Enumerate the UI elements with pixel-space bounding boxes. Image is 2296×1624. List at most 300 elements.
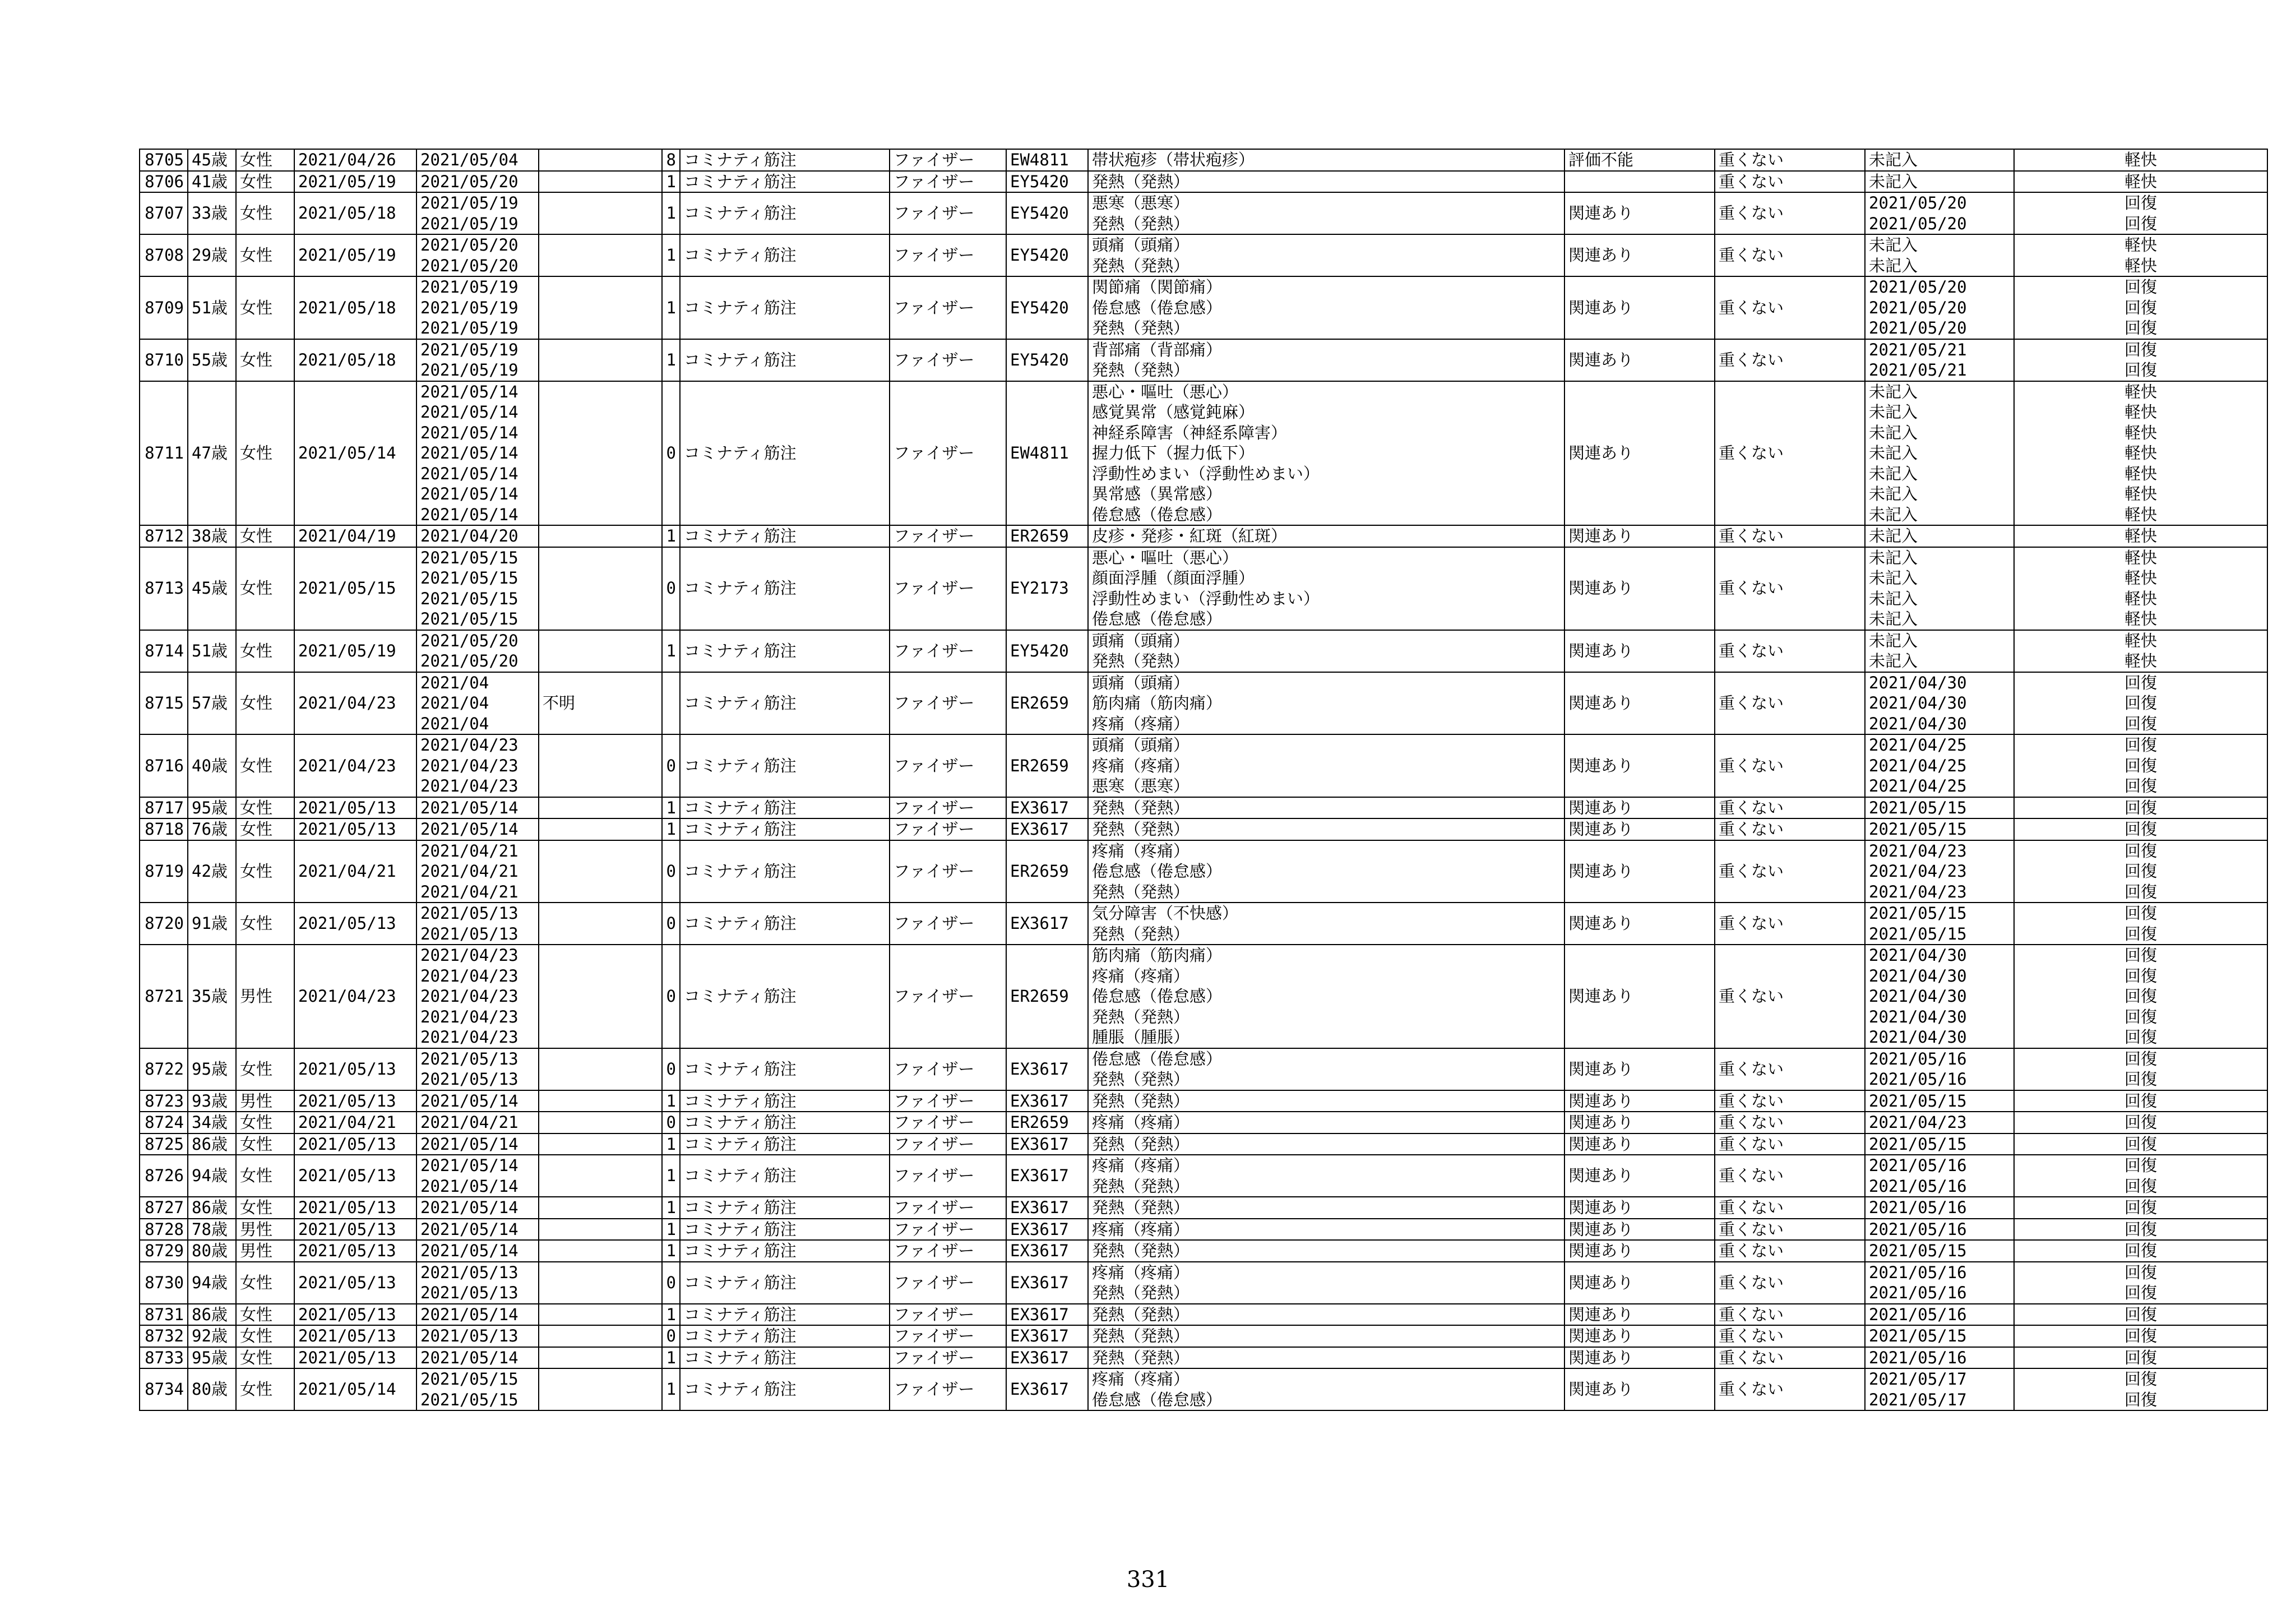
outcome-date-cell — [1865, 903, 2014, 945]
manufacturer-cell: ファイザー — [890, 797, 1006, 819]
vaccine-name-cell: コミナティ筋注 — [680, 1133, 890, 1155]
table-row — [140, 339, 2267, 381]
causality-cell: 関連あり — [1564, 797, 1715, 819]
symptom-line: 疼痛（疼痛） — [1092, 1369, 1190, 1389]
onset-date-line: 2021/05/14 — [420, 1156, 519, 1175]
dose-number-cell: 1 — [662, 630, 680, 672]
dose-number-cell: 1 — [662, 1219, 680, 1241]
vaccination-date-cell: 2021/05/13 — [294, 1197, 416, 1219]
table-row — [140, 1304, 2267, 1326]
outcome-date-line: 2021/05/16 — [1869, 1070, 1967, 1089]
sex-cell: 女性 — [236, 1325, 294, 1347]
outcome-cell — [2014, 525, 2267, 547]
manufacturer-cell: ファイザー — [890, 818, 1006, 840]
onset-date-cell — [416, 1240, 539, 1262]
age-cell: 33歳 — [188, 192, 236, 234]
outcome-line: 回復 — [2124, 798, 2157, 817]
table-row — [140, 1325, 2267, 1347]
vaccination-date-cell: 2021/05/13 — [294, 1240, 416, 1262]
outcome-line: 回復 — [2124, 298, 2157, 317]
symptom-line: 倦怠感（倦怠感） — [1092, 987, 1223, 1006]
onset-date-line: 2021/05/14 — [420, 484, 519, 503]
severity-cell: 重くない — [1715, 945, 1865, 1048]
symptom-line: 発熱（発熱） — [1092, 798, 1190, 817]
severity-cell: 重くない — [1715, 1262, 1865, 1304]
dose-number-cell: 0 — [662, 547, 680, 630]
manufacturer-cell: ファイザー — [890, 525, 1006, 547]
vaccination-date-cell: 2021/05/13 — [294, 1155, 416, 1197]
causality-cell: 関連あり — [1564, 1048, 1715, 1090]
onset-date-line: 2021/05/20 — [420, 256, 519, 275]
sex-cell: 女性 — [236, 525, 294, 547]
onset-date-line: 2021/05/19 — [420, 340, 519, 359]
symptom-cell — [1088, 1133, 1564, 1155]
symptom-line: 顔面浮腫（顔面浮腫） — [1092, 568, 1255, 587]
outcome-date-line: 2021/05/15 — [1869, 1326, 1967, 1345]
onset-date-cell — [416, 1368, 539, 1410]
symptom-line: 疼痛（疼痛） — [1092, 1156, 1190, 1175]
outcome-cell — [2014, 1240, 2267, 1262]
outcome-line: 軽快 — [2124, 150, 2157, 169]
vaccine-name-cell: コミナティ筋注 — [680, 1304, 890, 1326]
severity-cell: 重くない — [1715, 1240, 1865, 1262]
outcome-cell — [2014, 818, 2267, 840]
symptom-line: 発熱（発熱） — [1092, 256, 1190, 275]
symptom-cell — [1088, 234, 1564, 276]
sex-cell: 男性 — [236, 1090, 294, 1112]
adverse-event-table — [139, 149, 2268, 1411]
severity-cell: 重くない — [1715, 818, 1865, 840]
onset-date-line: 2021/05/20 — [420, 631, 519, 650]
onset-date-line: 2021/05/20 — [420, 172, 519, 191]
interval-cell — [539, 381, 662, 526]
onset-date-cell — [416, 1090, 539, 1112]
age-cell: 29歳 — [188, 234, 236, 276]
symptom-cell — [1088, 1219, 1564, 1241]
causality-cell: 関連あり — [1564, 525, 1715, 547]
outcome-date-line: 2021/05/21 — [1869, 340, 1967, 359]
lot-number-cell: ER2659 — [1006, 734, 1088, 797]
outcome-date-line: 未記入 — [1869, 443, 1918, 462]
outcome-date-line: 2021/05/16 — [1869, 1176, 1967, 1196]
lot-number-cell: EX3617 — [1006, 1219, 1088, 1241]
sex-cell: 男性 — [236, 1219, 294, 1241]
outcome-line: 回復 — [2124, 1262, 2157, 1282]
causality-cell: 関連あり — [1564, 1262, 1715, 1304]
onset-date-line: 2021/04/23 — [420, 1028, 519, 1047]
outcome-line: 回復 — [2124, 776, 2157, 795]
dose-number-cell: 0 — [662, 734, 680, 797]
age-cell: 57歳 — [188, 672, 236, 735]
report-number-cell: 8727 — [140, 1197, 188, 1219]
severity-cell: 重くない — [1715, 797, 1865, 819]
outcome-date-line: 2021/04/23 — [1869, 841, 1967, 860]
outcome-line: 軽快 — [2124, 484, 2157, 503]
vaccine-name-cell: コミナティ筋注 — [680, 1048, 890, 1090]
outcome-line: 回復 — [2124, 277, 2157, 297]
outcome-line: 回復 — [2124, 1348, 2157, 1367]
symptom-line: 悪寒（悪寒） — [1092, 776, 1190, 795]
lot-number-cell: EX3617 — [1006, 903, 1088, 945]
symptom-cell — [1088, 1197, 1564, 1219]
sex-cell: 女性 — [236, 630, 294, 672]
outcome-date-line: 2021/05/15 — [1869, 820, 1967, 839]
severity-cell: 重くない — [1715, 1219, 1865, 1241]
report-number-cell: 8711 — [140, 381, 188, 526]
report-number-cell: 8717 — [140, 797, 188, 819]
outcome-date-line: 2021/04/25 — [1869, 735, 1967, 755]
report-number-cell: 8709 — [140, 276, 188, 339]
outcome-cell — [2014, 1347, 2267, 1369]
onset-date-line: 2021/04/23 — [420, 946, 519, 965]
age-cell: 94歳 — [188, 1155, 236, 1197]
symptom-line: 発熱（発熱） — [1092, 1241, 1190, 1260]
onset-date-line: 2021/05/19 — [420, 214, 519, 233]
sex-cell: 女性 — [236, 903, 294, 945]
vaccine-name-cell: コミナティ筋注 — [680, 1368, 890, 1410]
severity-cell: 重くない — [1715, 547, 1865, 630]
causality-cell: 関連あり — [1564, 276, 1715, 339]
interval-cell — [539, 840, 662, 903]
outcome-date-line: 2021/05/20 — [1869, 277, 1967, 297]
outcome-date-line: 2021/04/30 — [1869, 987, 1967, 1006]
age-cell: 51歳 — [188, 276, 236, 339]
outcome-line: 回復 — [2124, 756, 2157, 775]
manufacturer-cell: ファイザー — [890, 734, 1006, 797]
manufacturer-cell: ファイザー — [890, 630, 1006, 672]
lot-number-cell: EY5420 — [1006, 192, 1088, 234]
symptom-cell — [1088, 547, 1564, 630]
onset-date-line: 2021/05/14 — [420, 423, 519, 442]
causality-cell: 関連あり — [1564, 818, 1715, 840]
sex-cell: 女性 — [236, 797, 294, 819]
outcome-cell — [2014, 339, 2267, 381]
outcome-date-line: 2021/04/30 — [1869, 946, 1967, 965]
symptom-cell — [1088, 1368, 1564, 1410]
outcome-cell — [2014, 1325, 2267, 1347]
symptom-cell — [1088, 797, 1564, 819]
interval-cell — [539, 1155, 662, 1197]
age-cell: 86歳 — [188, 1197, 236, 1219]
onset-date-line: 2021/05/15 — [420, 548, 519, 567]
causality-cell: 関連あり — [1564, 672, 1715, 735]
outcome-line: 軽快 — [2124, 651, 2157, 670]
onset-date-line: 2021/05/14 — [420, 1198, 519, 1217]
interval-cell — [539, 171, 662, 193]
dose-number-cell — [662, 672, 680, 735]
onset-date-line: 2021/04/21 — [420, 1113, 519, 1132]
table-row — [140, 945, 2267, 1048]
manufacturer-cell: ファイザー — [890, 1219, 1006, 1241]
severity-cell: 重くない — [1715, 903, 1865, 945]
report-number-cell: 8714 — [140, 630, 188, 672]
symptom-line: 発熱（発熱） — [1092, 1348, 1190, 1367]
outcome-date-cell — [1865, 630, 2014, 672]
dose-number-cell: 0 — [662, 381, 680, 526]
interval-cell — [539, 903, 662, 945]
outcome-line: 回復 — [2124, 1007, 2157, 1026]
outcome-line: 回復 — [2124, 1369, 2157, 1389]
lot-number-cell: EW4811 — [1006, 381, 1088, 526]
vaccine-name-cell: コミナティ筋注 — [680, 381, 890, 526]
onset-date-cell — [416, 1219, 539, 1241]
dose-number-cell: 0 — [662, 840, 680, 903]
severity-cell: 重くない — [1715, 1090, 1865, 1112]
outcome-date-line: 未記入 — [1869, 651, 1918, 670]
onset-date-cell — [416, 1304, 539, 1326]
symptom-line: 発熱（発熱） — [1092, 1326, 1190, 1345]
dose-number-cell: 1 — [662, 1090, 680, 1112]
outcome-line: 軽快 — [2124, 631, 2157, 650]
outcome-line: 回復 — [2124, 1390, 2157, 1409]
outcome-date-line: 未記入 — [1869, 150, 1918, 169]
lot-number-cell: EX3617 — [1006, 1347, 1088, 1369]
age-cell: 95歳 — [188, 1048, 236, 1090]
vaccine-name-cell: コミナティ筋注 — [680, 1219, 890, 1241]
vaccination-date-cell: 2021/05/15 — [294, 547, 416, 630]
interval-cell — [539, 1219, 662, 1241]
outcome-cell — [2014, 1090, 2267, 1112]
outcome-cell — [2014, 381, 2267, 526]
onset-date-cell — [416, 1048, 539, 1090]
dose-number-cell: 1 — [662, 1155, 680, 1197]
vaccination-date-cell: 2021/05/19 — [294, 630, 416, 672]
outcome-date-line: 2021/05/17 — [1869, 1390, 1967, 1409]
outcome-date-cell — [1865, 1048, 2014, 1090]
outcome-cell — [2014, 171, 2267, 193]
symptom-line: 倦怠感（倦怠感） — [1092, 862, 1223, 881]
onset-date-line: 2021/05/13 — [420, 1326, 519, 1345]
onset-date-line: 2021/05/15 — [420, 589, 519, 608]
age-cell: 42歳 — [188, 840, 236, 903]
manufacturer-cell: ファイザー — [890, 1133, 1006, 1155]
outcome-date-line: 2021/04/30 — [1869, 1007, 1967, 1026]
outcome-date-line: 未記入 — [1869, 235, 1918, 255]
vaccine-name-cell: コミナティ筋注 — [680, 1262, 890, 1304]
onset-date-line: 2021/05/13 — [420, 904, 519, 923]
interval-cell — [539, 192, 662, 234]
manufacturer-cell: ファイザー — [890, 171, 1006, 193]
onset-date-line: 2021/04/21 — [420, 862, 519, 881]
outcome-cell — [2014, 1262, 2267, 1304]
lot-number-cell: EX3617 — [1006, 1048, 1088, 1090]
vaccination-date-cell: 2021/04/26 — [294, 149, 416, 171]
table-row — [140, 1347, 2267, 1369]
vaccine-name-cell: コミナティ筋注 — [680, 1240, 890, 1262]
outcome-line: 回復 — [2124, 1028, 2157, 1047]
symptom-line: 発熱（発熱） — [1092, 1070, 1190, 1089]
symptom-line: 悪寒（悪寒） — [1092, 193, 1190, 212]
interval-cell — [539, 1325, 662, 1347]
vaccination-date-cell: 2021/05/13 — [294, 1262, 416, 1304]
vaccine-name-cell: コミナティ筋注 — [680, 149, 890, 171]
vaccine-name-cell: コミナティ筋注 — [680, 840, 890, 903]
report-number-cell: 8721 — [140, 945, 188, 1048]
onset-date-line: 2021/04/23 — [420, 776, 519, 795]
onset-date-cell — [416, 192, 539, 234]
causality-cell: 関連あり — [1564, 945, 1715, 1048]
onset-date-line: 2021/05/14 — [420, 402, 519, 422]
symptom-line: 握力低下（握力低下） — [1092, 443, 1255, 462]
vaccination-date-cell: 2021/05/13 — [294, 1325, 416, 1347]
severity-cell: 重くない — [1715, 192, 1865, 234]
outcome-date-cell — [1865, 1133, 2014, 1155]
severity-cell: 重くない — [1715, 1197, 1865, 1219]
sex-cell: 女性 — [236, 818, 294, 840]
age-cell: 86歳 — [188, 1304, 236, 1326]
outcome-date-cell — [1865, 840, 2014, 903]
outcome-line: 回復 — [2124, 1283, 2157, 1302]
symptom-line: 気分障害（不快感） — [1092, 904, 1239, 923]
outcome-cell — [2014, 276, 2267, 339]
onset-date-line: 2021/05/04 — [420, 150, 519, 169]
symptom-cell — [1088, 734, 1564, 797]
outcome-date-line: 2021/05/16 — [1869, 1198, 1967, 1217]
interval-cell — [539, 1112, 662, 1133]
table-row — [140, 1240, 2267, 1262]
report-number-cell: 8718 — [140, 818, 188, 840]
sex-cell: 男性 — [236, 1240, 294, 1262]
outcome-cell — [2014, 734, 2267, 797]
manufacturer-cell: ファイザー — [890, 1368, 1006, 1410]
table-row — [140, 547, 2267, 630]
vaccination-date-cell: 2021/05/19 — [294, 171, 416, 193]
outcome-date-cell — [1865, 797, 2014, 819]
outcome-line: 軽快 — [2124, 443, 2157, 462]
manufacturer-cell: ファイザー — [890, 192, 1006, 234]
outcome-date-line: 未記入 — [1869, 589, 1918, 608]
symptom-cell — [1088, 1347, 1564, 1369]
symptom-line: 倦怠感（倦怠感） — [1092, 609, 1223, 628]
age-cell: 55歳 — [188, 339, 236, 381]
lot-number-cell: ER2659 — [1006, 1112, 1088, 1133]
outcome-line: 回復 — [2124, 340, 2157, 359]
onset-date-line: 2021/05/15 — [420, 1369, 519, 1389]
outcome-date-line: 未記入 — [1869, 526, 1918, 545]
causality-cell: 関連あり — [1564, 840, 1715, 903]
age-cell: 47歳 — [188, 381, 236, 526]
onset-date-cell — [416, 630, 539, 672]
symptom-line: 頭痛（頭痛） — [1092, 631, 1190, 650]
lot-number-cell: EX3617 — [1006, 1325, 1088, 1347]
manufacturer-cell: ファイザー — [890, 276, 1006, 339]
symptom-line: 発熱（発熱） — [1092, 924, 1190, 943]
report-number-cell: 8722 — [140, 1048, 188, 1090]
outcome-cell — [2014, 1304, 2267, 1326]
table-row — [140, 1368, 2267, 1410]
interval-cell — [539, 547, 662, 630]
severity-cell: 重くない — [1715, 339, 1865, 381]
onset-date-cell — [416, 234, 539, 276]
onset-date-cell — [416, 1155, 539, 1197]
sex-cell: 女性 — [236, 339, 294, 381]
lot-number-cell: EY5420 — [1006, 339, 1088, 381]
onset-date-cell — [416, 1325, 539, 1347]
sex-cell: 女性 — [236, 734, 294, 797]
manufacturer-cell: ファイザー — [890, 547, 1006, 630]
causality-cell: 関連あり — [1564, 734, 1715, 797]
outcome-date-line: 2021/05/15 — [1869, 798, 1967, 817]
vaccination-date-cell: 2021/05/13 — [294, 1304, 416, 1326]
table-row — [140, 1262, 2267, 1304]
dose-number-cell: 1 — [662, 276, 680, 339]
vaccine-name-cell: コミナティ筋注 — [680, 339, 890, 381]
vaccine-name-cell: コミナティ筋注 — [680, 945, 890, 1048]
vaccine-name-cell: コミナティ筋注 — [680, 1155, 890, 1197]
table-row — [140, 840, 2267, 903]
onset-date-cell — [416, 1262, 539, 1304]
onset-date-line: 2021/05/14 — [420, 443, 519, 462]
manufacturer-cell: ファイザー — [890, 1262, 1006, 1304]
outcome-line: 軽快 — [2124, 526, 2157, 545]
lot-number-cell: ER2659 — [1006, 525, 1088, 547]
report-number-cell: 8710 — [140, 339, 188, 381]
outcome-date-line: 未記入 — [1869, 484, 1918, 503]
onset-date-cell — [416, 381, 539, 526]
symptom-cell — [1088, 945, 1564, 1048]
outcome-date-line: 2021/05/21 — [1869, 360, 1967, 380]
dose-number-cell: 0 — [662, 1112, 680, 1133]
table-row — [140, 525, 2267, 547]
outcome-cell — [2014, 945, 2267, 1048]
table-row — [140, 797, 2267, 819]
outcome-date-line: 2021/05/20 — [1869, 298, 1967, 317]
symptom-line: 発熱（発熱） — [1092, 1176, 1190, 1196]
onset-date-line: 2021/05/14 — [420, 1176, 519, 1196]
severity-cell: 重くない — [1715, 234, 1865, 276]
symptom-line: 浮動性めまい（浮動性めまい） — [1092, 464, 1320, 483]
vaccine-name-cell: コミナティ筋注 — [680, 734, 890, 797]
onset-date-line: 2021/05/19 — [420, 193, 519, 212]
symptom-line: 頭痛（頭痛） — [1092, 735, 1190, 755]
symptom-cell — [1088, 903, 1564, 945]
vaccination-date-cell: 2021/05/18 — [294, 192, 416, 234]
report-number-cell: 8715 — [140, 672, 188, 735]
dose-number-cell: 1 — [662, 1304, 680, 1326]
outcome-cell — [2014, 630, 2267, 672]
outcome-date-line: 2021/04/23 — [1869, 1113, 1967, 1132]
report-number-cell: 8728 — [140, 1219, 188, 1241]
manufacturer-cell: ファイザー — [890, 903, 1006, 945]
symptom-line: 疼痛（疼痛） — [1092, 1262, 1190, 1282]
causality-cell: 関連あり — [1564, 1219, 1715, 1241]
onset-date-cell — [416, 840, 539, 903]
causality-cell: 関連あり — [1564, 903, 1715, 945]
outcome-line: 回復 — [2124, 318, 2157, 337]
symptom-line: 腫脹（腫脹） — [1092, 1028, 1190, 1047]
outcome-date-line: 2021/04/30 — [1869, 673, 1967, 692]
sex-cell: 女性 — [236, 1112, 294, 1133]
sex-cell: 女性 — [236, 171, 294, 193]
onset-date-line: 2021/04/20 — [420, 526, 519, 545]
vaccination-date-cell: 2021/05/13 — [294, 1048, 416, 1090]
table-row — [140, 818, 2267, 840]
sex-cell: 女性 — [236, 672, 294, 735]
outcome-date-line: 2021/04/30 — [1869, 714, 1967, 733]
causality-cell: 関連あり — [1564, 1368, 1715, 1410]
onset-date-line: 2021/05/19 — [420, 277, 519, 297]
outcome-cell — [2014, 149, 2267, 171]
report-number-cell: 8733 — [140, 1347, 188, 1369]
onset-date-cell — [416, 1112, 539, 1133]
outcome-cell — [2014, 1219, 2267, 1241]
outcome-date-line: 2021/04/30 — [1869, 966, 1967, 985]
vaccination-date-cell: 2021/05/18 — [294, 339, 416, 381]
severity-cell: 重くない — [1715, 1368, 1865, 1410]
age-cell: 45歳 — [188, 149, 236, 171]
outcome-date-cell — [1865, 1240, 2014, 1262]
severity-cell: 重くない — [1715, 1304, 1865, 1326]
